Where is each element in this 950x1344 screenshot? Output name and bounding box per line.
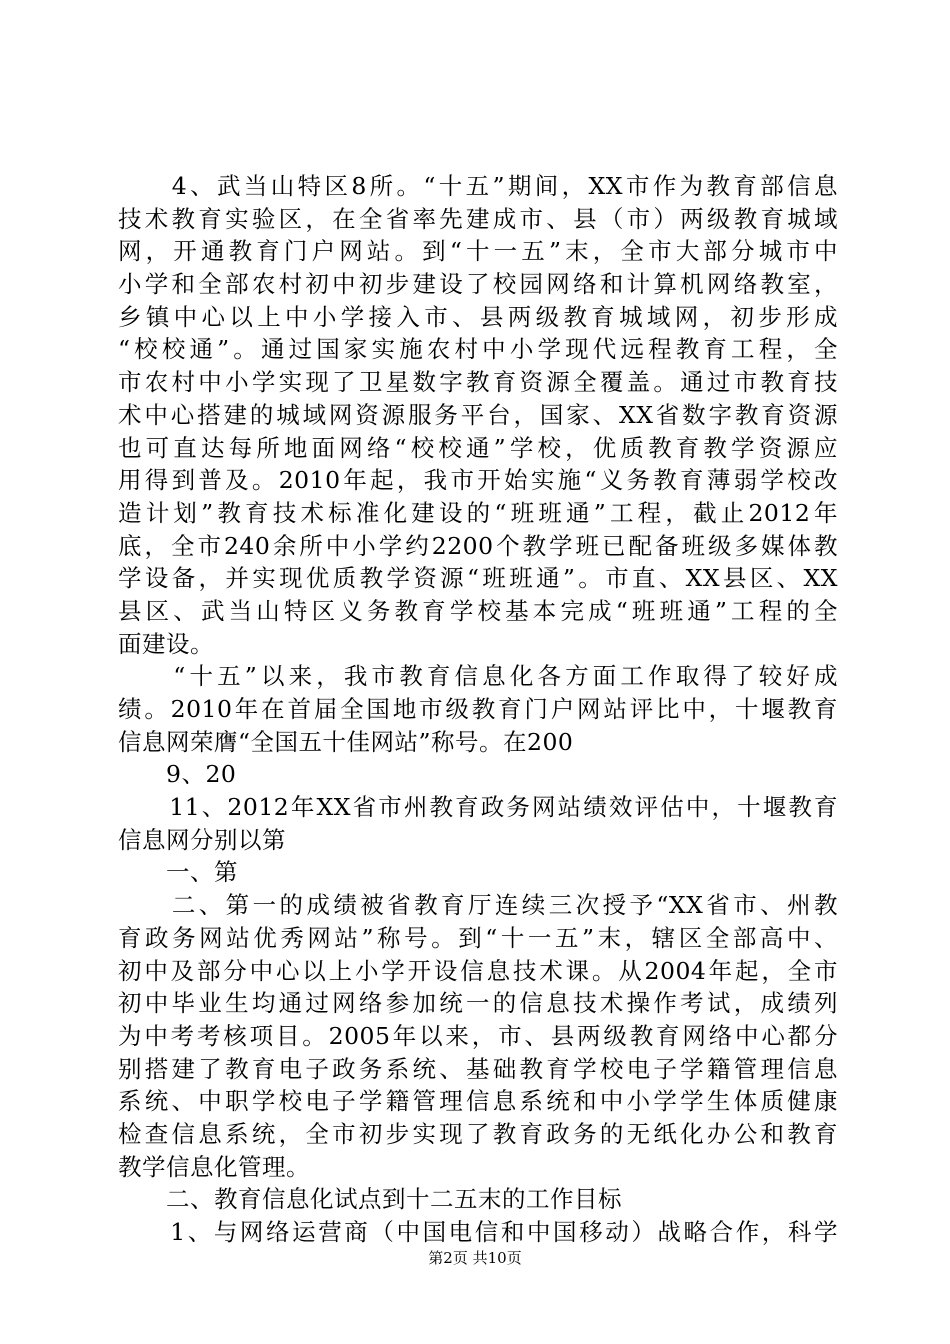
text-line: 一、第 [118, 858, 238, 887]
text-line: 底，全市240余所中小学约2200个教学班已配备班级多媒体教 [118, 531, 838, 560]
text-line: 县区、武当山特区义务教育学校基本完成“班班通”工程的全 [118, 596, 838, 625]
text-line: 系统、中职学校电子学籍管理信息系统和中小学学生体质健康 [118, 1087, 838, 1116]
text-line: 用得到普及。2010年起，我市开始实施“义务教育薄弱学校改 [118, 466, 838, 495]
text-line: 1、与网络运营商（中国电信和中国移动）战略合作，科学 [118, 1218, 838, 1246]
text-line: 为中考考核项目。2005年以来，市、县两级教育网络中心都分 [118, 1021, 838, 1050]
text-line: 9、20 [118, 760, 237, 789]
text-line: 别搭建了教育电子政务系统、基础教育学校电子学籍管理信息 [118, 1054, 838, 1083]
text-line: 造计划”教育技术标准化建设的“班班通”工程，截止2012年 [118, 498, 838, 527]
text-line: 也可直达每所地面网络“校校通”学校，优质教育教学资源应 [118, 433, 838, 462]
text-line: 信息网荣膺“全国五十佳网站”称号。在200 [118, 727, 574, 756]
text-line: 二、第一的成绩被省教育厅连续三次授予“XX省市、州教 [118, 891, 838, 920]
document-body [118, 170, 838, 1249]
text-line: 二、教育信息化试点到十二五末的工作目标 [118, 1185, 622, 1214]
text-line: 网，开通教育门户网站。到“十一五”末，全市大部分城市中 [118, 237, 838, 266]
text-line: 面建设。 [118, 629, 214, 658]
text-line: 术中心搭建的城域网资源服务平台，国家、XX省数字教育资源 [118, 400, 838, 429]
page-footer: 第2页 共10页 [428, 1249, 522, 1267]
text-line: 初中毕业生均通过网络参加统一的信息技术操作考试，成绩列 [118, 989, 838, 1018]
text-line: 教学信息化管理。 [118, 1152, 310, 1181]
text-line: 检查信息系统，全市初步实现了教育政务的无纸化办公和教育 [118, 1119, 838, 1148]
text-line: 信息网分别以第 [118, 825, 286, 854]
text-line: 育政务网站优秀网站”称号。到“十一五”末，辖区全部高中、 [118, 923, 838, 952]
text-line: 绩。2010年在首届全国地市级教育门户网站评比中，十堰教育 [118, 695, 838, 723]
text-line: 市农村中小学实现了卫星数字教育资源全覆盖。通过市教育技 [118, 368, 838, 397]
text-line: 技术教育实验区，在全省率先建成市、县（市）两级教育城域 [118, 204, 838, 233]
text-line: 乡镇中心以上中小学接入市、县两级教育城域网，初步形成 [118, 302, 838, 331]
text-line: 学设备，并实现优质教学资源“班班通”。市直、XX县区、XX [118, 564, 838, 593]
text-line: “十五”以来，我市教育信息化各方面工作取得了较好成 [118, 662, 838, 691]
text-line: 初中及部分中心以上小学开设信息技术课。从2004年起，全市 [118, 956, 838, 985]
text-line: 4、武当山特区8所。“十五”期间，XX市作为教育部信息 [118, 172, 838, 200]
text-line: “校校通”。通过国家实施农村中小学现代远程教育工程，全 [118, 335, 838, 364]
text-line: 小学和全部农村初中初步建设了校园网络和计算机网络教室， [118, 270, 838, 299]
text-line: 11、2012年XX省市州教育政务网站绩效评估中，十堰教育 [118, 793, 838, 822]
